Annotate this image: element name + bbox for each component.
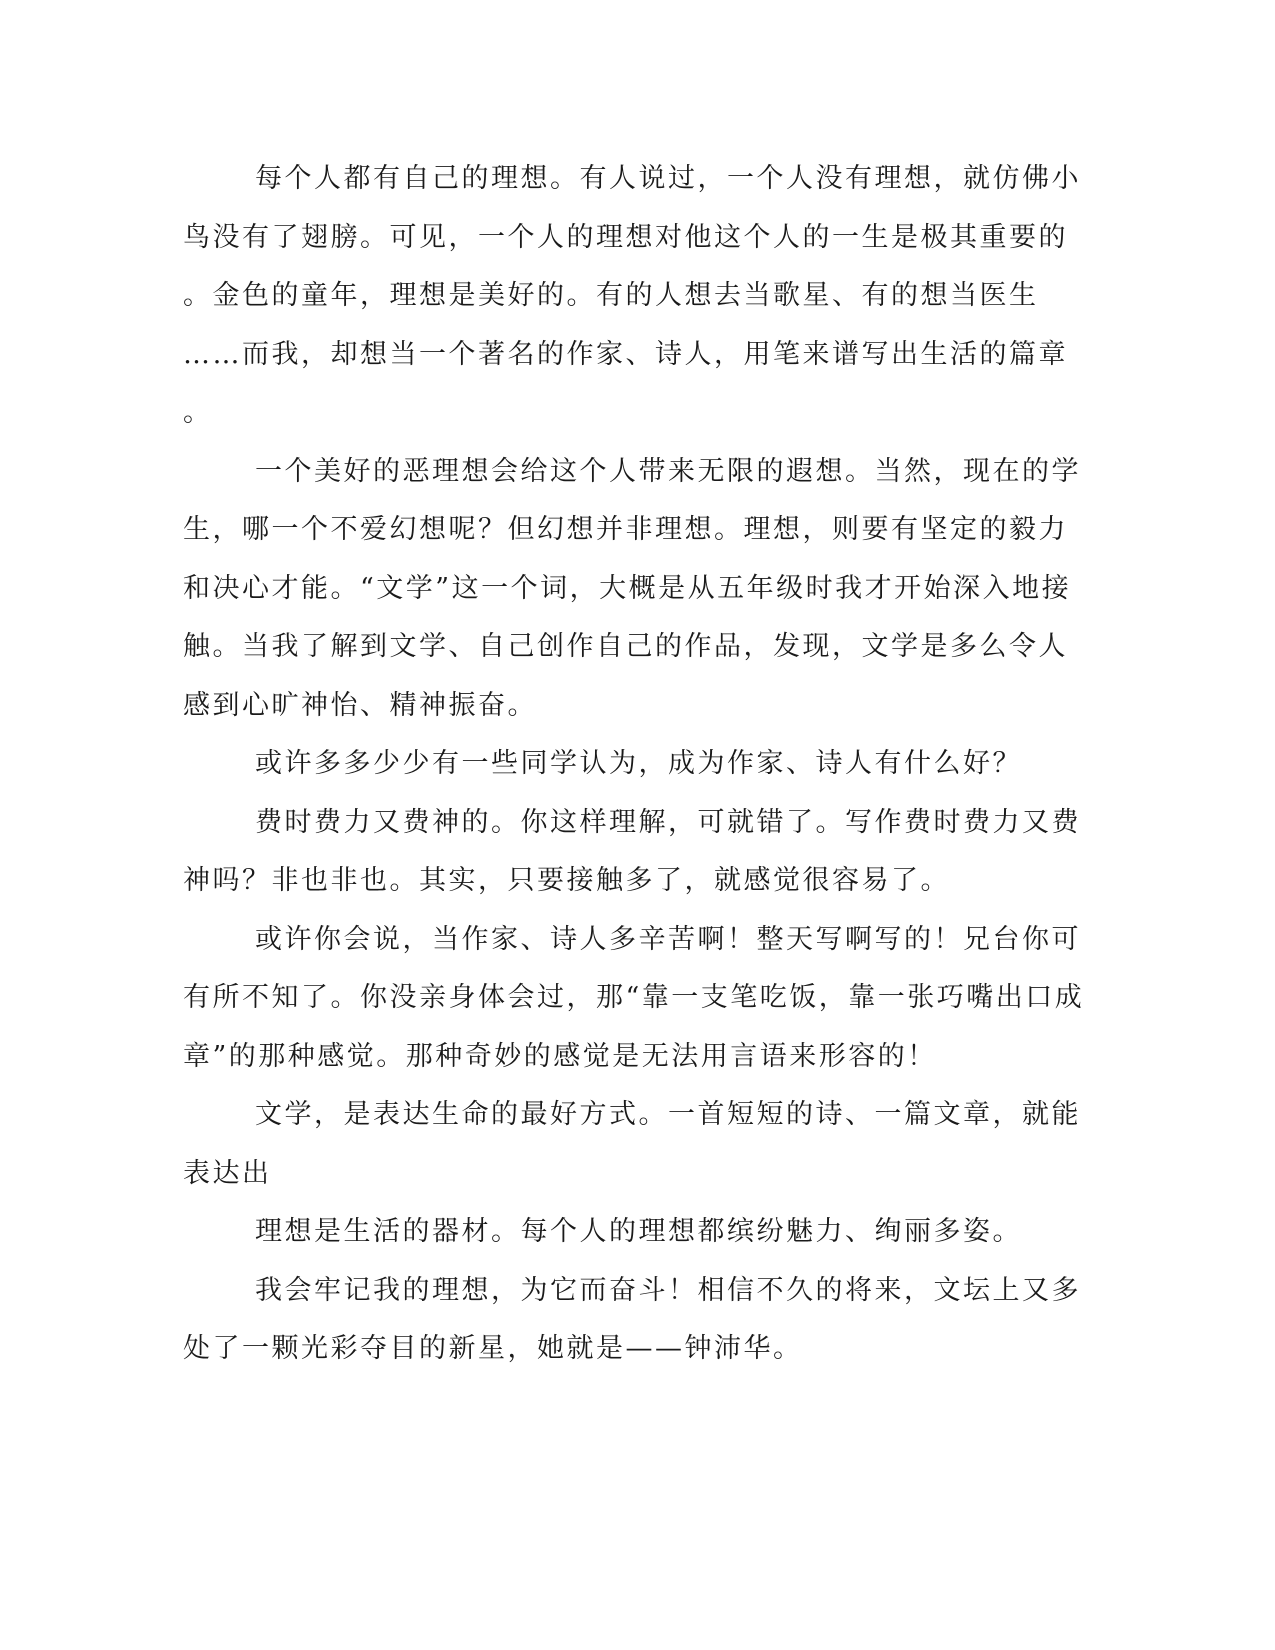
paragraph-2 bbox=[183, 443, 1081, 736]
text-line: 我会牢记我的理想，为它而奋斗！相信不久的将来，文坛上又多 bbox=[255, 1274, 1081, 1306]
paragraph-5 bbox=[183, 911, 1085, 1087]
text-line: 一个美好的恶理想会给这个人带来无限的遐想。当然，现在的学 bbox=[255, 455, 1081, 487]
text-line: 触。当我了解到文学、自己创作自己的作品，发现，文学是多么令人 bbox=[183, 631, 1068, 662]
text-line: 或许多多少少有一些同学认为，成为作家、诗人有什么好？ bbox=[255, 748, 1022, 779]
text-line: 。金色的童年，理想是美好的。有的人想去当歌星、有的想当医生 bbox=[183, 280, 1039, 311]
text-line: 生，哪一个不爱幻想呢？但幻想并非理想。理想，则要有坚定的毅力 bbox=[183, 514, 1068, 545]
text-line: 和决心才能。“文学”这一个词，大概是从五年级时我才开始深入地接 bbox=[183, 572, 1072, 604]
text-line: 费时费力又费神的。你这样理解，可就错了。写作费时费力又费 bbox=[255, 806, 1081, 838]
paragraph-4 bbox=[183, 794, 1081, 911]
text-line: 处了一颗光彩夺目的新星，她就是——钟沛华。 bbox=[183, 1333, 803, 1364]
text-line: 表达出 bbox=[183, 1157, 272, 1189]
paragraph-1 bbox=[183, 150, 1081, 443]
text-line: 文学，是表达生命的最好方式。一首短短的诗、一篇文章，就能 bbox=[255, 1099, 1081, 1130]
text-line: 。 bbox=[183, 397, 213, 428]
text-line: 或许你会说，当作家、诗人多辛苦啊！整天写啊写的！兄台你可 bbox=[255, 923, 1081, 955]
text-line: 神吗？非也非也。其实，只要接触多了，就感觉很容易了。 bbox=[183, 865, 950, 896]
paragraph-3 bbox=[183, 735, 1028, 794]
document-page bbox=[183, 150, 1085, 1379]
text-line: 鸟没有了翅膀。可见，一个人的理想对他这个人的一生是极其重要的 bbox=[183, 221, 1068, 253]
paragraph-6 bbox=[183, 1086, 1081, 1203]
text-line: 理想是生活的器材。每个人的理想都缤纷魅力、绚丽多姿。 bbox=[255, 1216, 1022, 1247]
paragraph-8 bbox=[183, 1262, 1081, 1379]
paragraph-7 bbox=[183, 1203, 1028, 1262]
text-line: 感到心旷神怡、精神振奋。 bbox=[183, 689, 537, 721]
text-line: ……而我，却想当一个著名的作家、诗人，用笔来谱写出生活的篇章 bbox=[183, 338, 1068, 370]
text-line: 每个人都有自己的理想。有人说过，一个人没有理想，就仿佛小 bbox=[255, 163, 1081, 194]
text-line: 章”的那种感觉。那种奇妙的感觉是无法用言语来形容的！ bbox=[183, 1040, 937, 1072]
text-line: 有所不知了。你没亲身体会过，那“靠一支笔吃饭，靠一张巧嘴出口成 bbox=[183, 982, 1085, 1013]
